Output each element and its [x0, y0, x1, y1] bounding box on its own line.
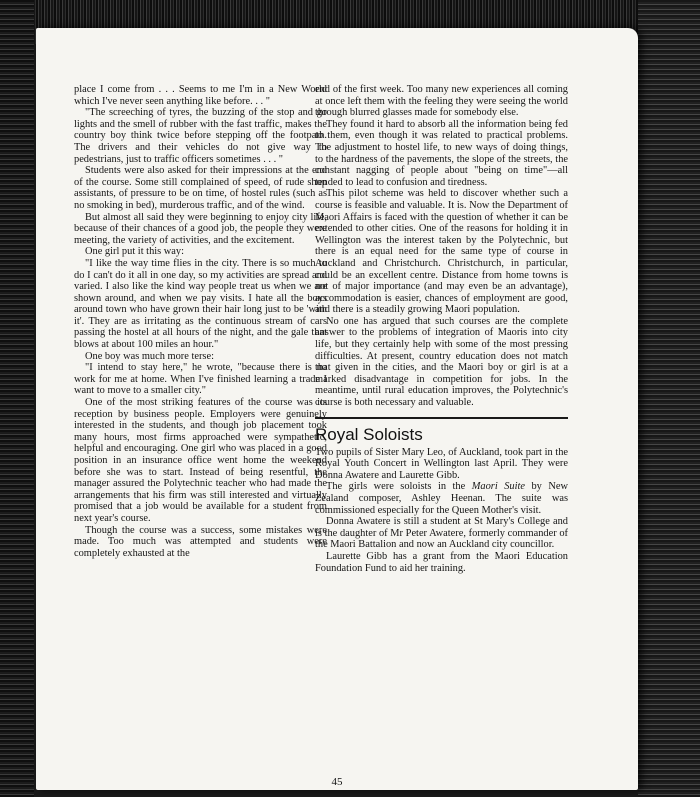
scan-border-right	[638, 0, 700, 797]
paragraph: No one has argued that such courses are the complete answer to the problems of integration of Maoris into city life, but they certainly help with some of the most pressing difficulties. At present, country education does not match that given in the cities, and the Maori boy or girl is at a marked disadvantage in competition for jobs. In the meantime, until rural education improves, the Polytechnic's course is both necessary and valuable.	[315, 315, 568, 409]
section-divider	[315, 417, 568, 419]
paragraph: Laurette Gibb has a grant from the Maori Education Foundation Fund to aid her training.	[315, 550, 568, 574]
page-number: 45	[331, 776, 343, 788]
quote-paragraph: "I intend to stay here," he wrote, "because there is no work for me at home. When I've finished learning a trade I want to move to a smaller city."	[74, 362, 327, 397]
quote-paragraph: "I like the way time flies in the city. There is so much to do I can't do it all in one day, so my activities are spread and varied. I also like the kind way people treat us when we are shown around, and when we pay visits. I hate all the boys around town who have grown their hair long just to be 'with it'. They are as irritating as the continuous stream of cars passing the hostel at all hours of the night, and the gale that blows at about 100 miles an hour."	[74, 257, 327, 351]
left-column	[74, 84, 327, 559]
text-run: by New Zealand composer, Ashley Heenan. The suite was commissioned especially for the Queen Mother's visit.	[315, 481, 568, 516]
scan-border-left	[0, 0, 34, 797]
quote-paragraph: "The screeching of tyres, the buzzing of the stop and go lights and the smell of rubber with the fast traffic, makes the country boy think twice before stepping off the footpath. The drivers and their vehicles do not give way to pedestrians, just to traffic officers sometimes . . . "	[74, 107, 327, 165]
document-page	[36, 28, 638, 790]
italic-title: Maori Suite	[471, 481, 525, 493]
text-run: The girls were soloists in the	[326, 481, 472, 493]
paragraph: end of the first week. Too many new experiences all coming at once left them with the feeling they were seeing the world through blurred glasses made for somebody else.	[315, 84, 568, 119]
paragraph: They found it hard to absorb all the information being fed to them, even though it was related to practical problems. The adjustment to hostel life, to new ways of doing things, to the hardness of the pavements, the slope of the streets, the constant nagging of people about "being on time"—all tended to lead to confusion and tiredness.	[315, 118, 568, 188]
right-column	[315, 84, 568, 574]
paragraph: But almost all said they were beginning to enjoy city life, because of their chances of a good job, the people they were meeting, the variety of activities, and the excitement.	[74, 211, 327, 246]
paragraph: Though the course was a success, some mistakes were made. Too much was attempted and students were completely exhausted at the	[74, 524, 327, 559]
paragraph: Two pupils of Sister Mary Leo, of Auckland, took part in the Royal Youth Concert in Wellington last April. They were Donna Awatere and Laurette Gibb.	[315, 446, 568, 481]
section-heading: Royal Soloists	[315, 424, 423, 444]
paragraph: Students were also asked for their impressions at the end of the course. Some still complained of speed, of rude shop assistants, of pressure to be on time, of hostel rules (such as no smoking in bed), murderous traffic, and of the wind.	[74, 165, 327, 211]
paragraph: One of the most striking features of the course was its reception by business people. Employers were genuinely interested in the students, and though job placement took many hours, most firms approached were sympathetic, helpful and encouraging. One girl who was placed in a good position in an insurance office went home the weekend before she was to start. Instead of being resentful, the manager assured the Polytechnic teacher who had made the arrangements that his firm was still interested and virtually promised that a job would be available for a student from next year's course.	[74, 397, 327, 524]
paragraph: One boy was much more terse:	[85, 350, 214, 362]
paragraph: place I come from . . . Seems to me I'm in a New World which I've never seen anything like before. . . "	[74, 84, 327, 107]
paragraph: One girl put it this way:	[85, 246, 184, 258]
paragraph	[315, 481, 568, 516]
paragraph: Donna Awatere is still a student at St Mary's College and is the daughter of Mr Peter Awatere, formerly commander of the Maori Battalion and now an Auckland city councillor.	[315, 516, 568, 551]
paragraph: This pilot scheme was held to discover whether such a course is feasible and valuable. It is. Now the Department of Maori Affairs is faced with the question of whether it can be extended to other cities. One of the reasons for holding it in Wellington was the interest taken by the Polytechnic, but there is an equal need for the same type of course in Auckland and Christchurch. Christchurch, in particular, could be an excellent centre. Distance from home towns is not of major importance (and may even be an advantage), accommodation is easier, chances of employment are good, and there is a steadily growing Maori population.	[315, 188, 568, 316]
